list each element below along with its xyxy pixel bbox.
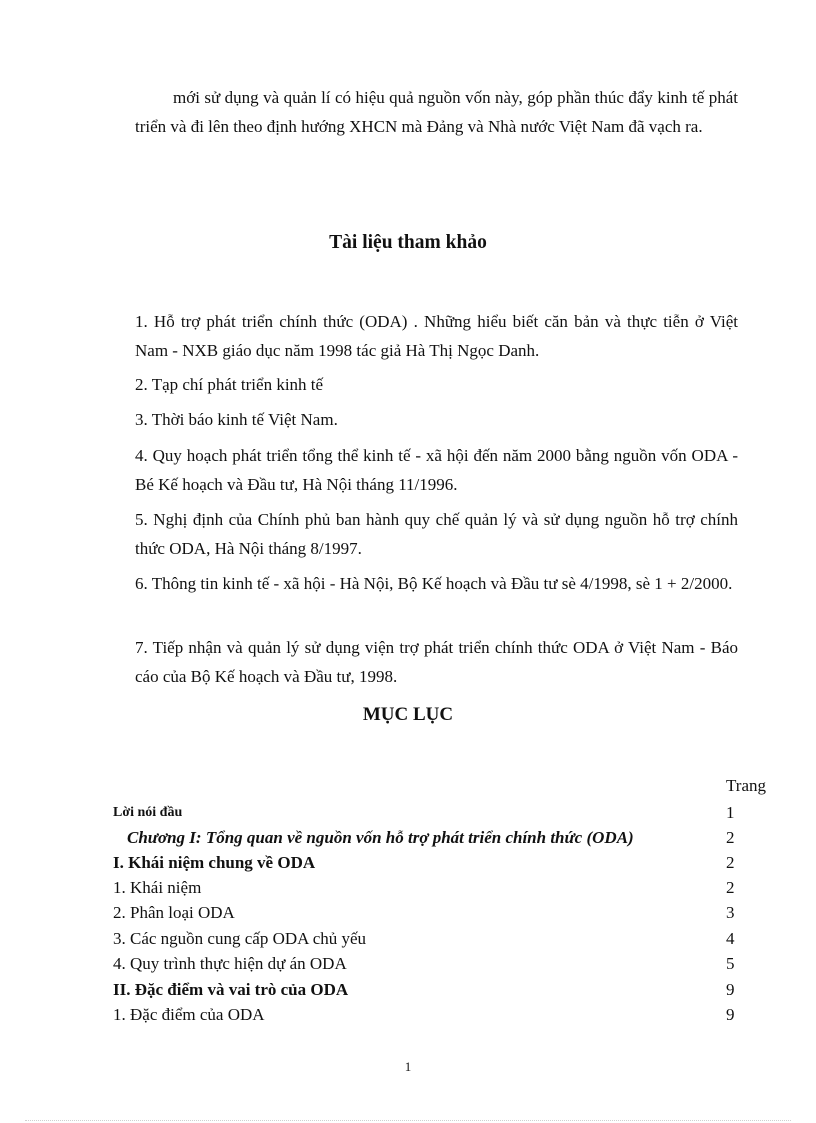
toc-entry-label: 4. Quy trình thực hiện dự án ODA <box>113 954 347 973</box>
intro-paragraph: mới sử dụng và quản lí có hiệu quả nguồn vốn này, góp phần thúc đẩy kinh tế phát triển và đi lên theo định hướng XHCN mà Đảng và Nhà nước Việt Nam đã vạch ra. <box>135 88 738 136</box>
toc-entry[interactable] <box>113 951 741 976</box>
reference-item-1: 1. Hỗ trợ phát triển chính thức (ODA) . Những hiểu biết căn bản và thực tiễn ở Việt Nam - NXB giáo dục năm 1998 tác giả Hà Thị Ngọc Danh. <box>135 312 738 360</box>
page-number: 1 <box>404 1059 412 1074</box>
toc-entry-page: 5 <box>726 954 735 973</box>
toc-entry-label: I. Khái niệm chung về ODA <box>113 853 316 872</box>
toc-entry[interactable] <box>113 825 741 850</box>
toc-entry[interactable] <box>113 1002 741 1027</box>
reference-item-5: 5. Nghị định của Chính phủ ban hành quy chế quản lý và sử dụng nguồn hỗ trợ chính thức ODA, Hà Nội tháng 8/1997. <box>135 510 738 558</box>
toc-entry[interactable] <box>113 900 741 925</box>
toc-entry-label: 1. Khái niệm <box>113 878 202 897</box>
toc-entry-page: 9 <box>726 980 735 999</box>
toc-entry[interactable] <box>113 800 741 825</box>
reference-item-4: 4. Quy hoạch phát triển tổng thể kinh tế - xã hội đến năm 2000 bằng nguồn vốn ODA - Bé Kế hoạch và Đầu tư, Hà Nội tháng 11/1996. <box>135 446 738 494</box>
toc-entry[interactable] <box>113 850 741 875</box>
toc-entry-label: II. Đặc điểm và vai trò của ODA <box>113 980 349 999</box>
page-divider <box>25 1120 791 1121</box>
reference-item-6: 6. Thông tin kinh tế - xã hội - Hà Nội, Bộ Kế hoạch và Đầu tư sè 4/1998, sè 1 + 2/2000. <box>135 574 733 593</box>
toc-entry-label: Lời nói đầu <box>113 805 183 820</box>
toc-entry-page: 4 <box>726 929 735 948</box>
toc-entry-page: 3 <box>726 903 735 922</box>
toc-entry-label: 3. Các nguồn cung cấp ODA chủ yếu <box>113 929 367 948</box>
toc-entry-page: 2 <box>726 878 735 897</box>
toc-entry-page: 9 <box>726 1005 735 1024</box>
toc-entry-page: 2 <box>726 828 735 847</box>
toc-entry-label: Chương I: Tổng quan về nguồn vốn hỗ trợ phát triển chính thức (ODA) <box>127 828 634 847</box>
toc-entry-page: 1 <box>726 803 735 822</box>
toc-entry-label: 2. Phân loại ODA <box>113 903 235 922</box>
toc-entry[interactable] <box>113 926 741 951</box>
toc-entry-page: 2 <box>726 853 735 872</box>
toc-entry[interactable] <box>113 875 741 900</box>
reference-item-2: 2. Tạp chí phát triển kinh tế <box>135 375 324 394</box>
reference-item-3: 3. Thời báo kinh tế Việt Nam. <box>135 410 338 429</box>
reference-item-7: 7. Tiếp nhận và quản lý sử dụng viện trợ phát triển chính thức ODA ở Việt Nam - Báo cáo của Bộ Kế hoạch và Đầu tư, 1998. <box>135 638 738 686</box>
toc-entry[interactable] <box>113 977 741 1002</box>
toc-title: MỤC LỤC <box>362 704 454 725</box>
toc-page-header: Trang <box>726 776 766 795</box>
references-title: Tài liệu tham khảo <box>329 232 487 253</box>
toc-entry-label: 1. Đặc điểm của ODA <box>113 1005 265 1024</box>
